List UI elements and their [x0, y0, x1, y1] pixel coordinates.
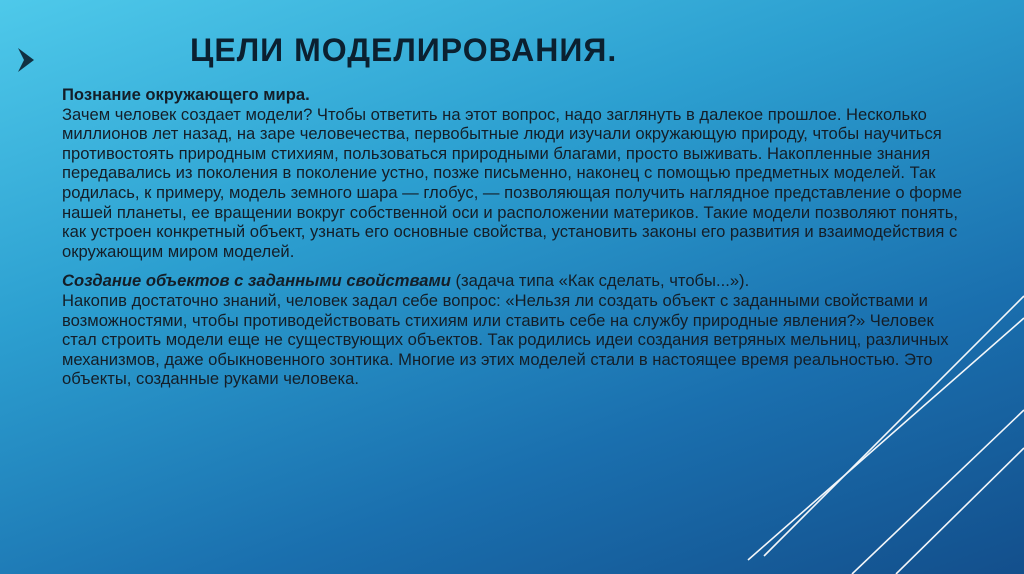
- section-creation-text: Накопив достаточно знаний, человек задал себе вопрос: «Нельзя ли создать объект с заданными свойствами и возможностями, чтобы противодействовать стихиям или ставить себе на службу природные явления?» Человек стал строить модели еще не существующих объектов. Так родились идеи создания ветряных мельниц, различных механизмов, даже обыкновенного зонтика. Многие из этих моделей стали в настоящее время реальностью. Это объекты, созданные руками человека.: [62, 290, 949, 389]
- deco-chevron: [18, 48, 34, 72]
- section-creation-heading: Создание объектов с заданными свойствами: [62, 271, 451, 291]
- deco-line-3: [852, 410, 1024, 574]
- slide-body: [62, 85, 962, 399]
- slide-title: ЦЕЛИ МОДЕЛИРОВАНИЯ.: [190, 32, 618, 68]
- section-cognition-text: Зачем человек создает модели? Чтобы ответить на этот вопрос, надо заглянуть в далекое прошлое. Несколько миллионов лет назад, на заре человечества, первобытные люди изучали окружающую природу, чтобы научиться противостоять природным стихиям, пользоваться природными благами, просто выживать. Накопленные знания передавались из поколения в поколение устно, позже письменно, наконец с помощью предметных моделей. Так родилась, к примеру, модель земного шара — глобус, — позволяющая получить наглядное представление о форме нашей планеты, ее вращении вокруг собственной оси и расположении материков. Такие модели позволяют понять, как устроен конкретный объект, узнать его основные свойства, установить законы его развития и взаимодействия с окружающим миром моделей.: [62, 104, 963, 261]
- section-cognition: [62, 85, 962, 261]
- deco-line-4: [896, 448, 1024, 574]
- section-creation-subtitle: (задача типа «Как сделать, чтобы...»).: [450, 271, 750, 291]
- section-creation: [62, 271, 962, 389]
- section-cognition-heading: Познание окружающего мира.: [62, 85, 310, 104]
